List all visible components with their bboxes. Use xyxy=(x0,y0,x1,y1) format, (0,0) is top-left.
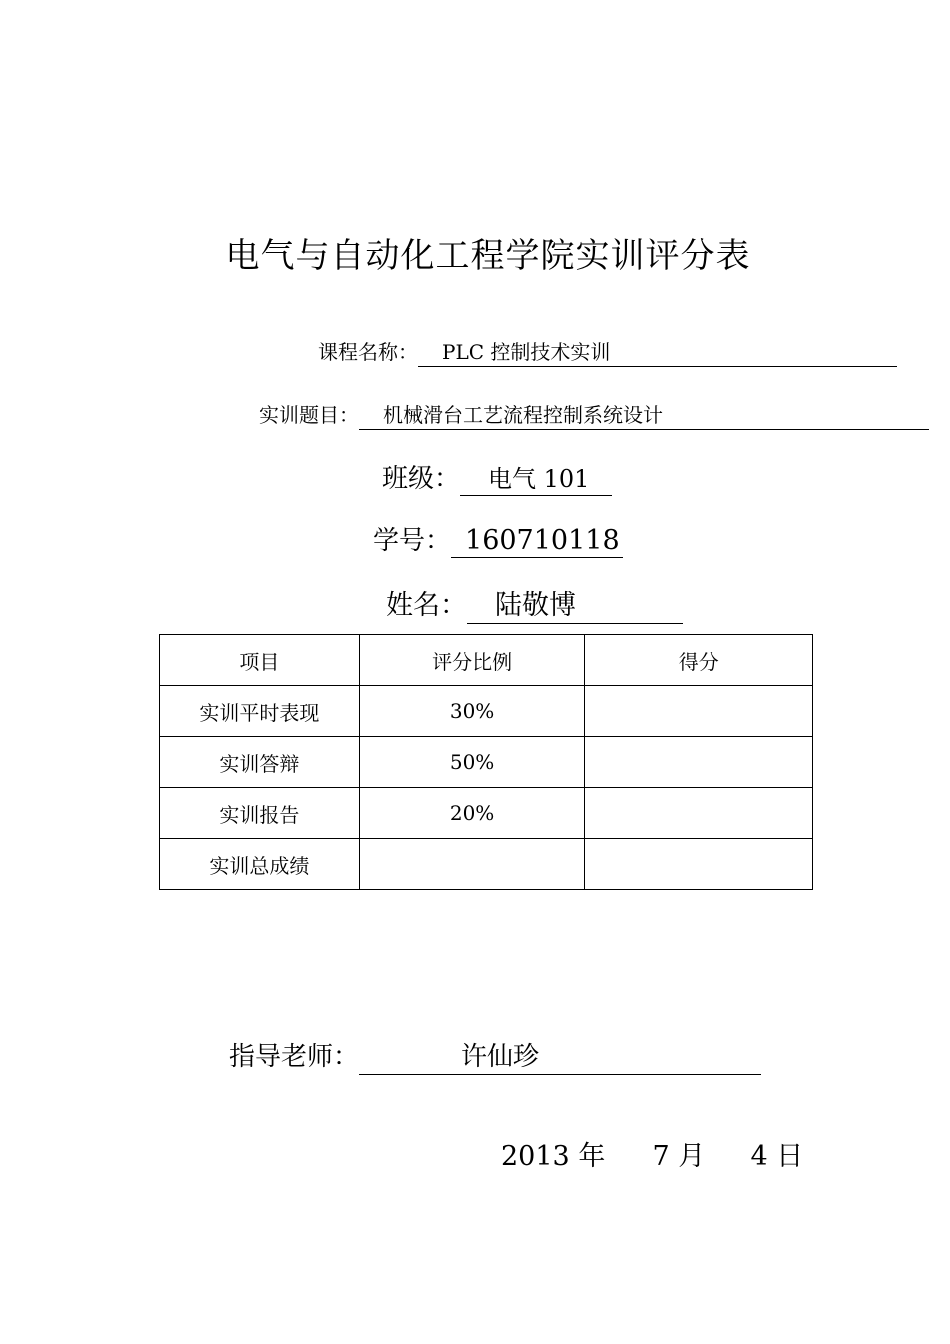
row-score xyxy=(585,788,813,839)
date-year: 2013 xyxy=(501,1141,570,1172)
advisor-label: 指导老师： xyxy=(229,1042,360,1072)
date-day-unit: 日 xyxy=(776,1141,804,1172)
table-row xyxy=(160,839,813,890)
header-cell-ratio: 评分比例 xyxy=(359,635,585,686)
table-row xyxy=(160,737,813,788)
class-value: 电气 101 xyxy=(460,459,612,496)
date-month-unit: 月 xyxy=(678,1141,706,1172)
score-table xyxy=(159,634,813,890)
header-cell-item: 项目 xyxy=(160,635,360,686)
course-field xyxy=(318,336,897,367)
student-id-value: 160710118 xyxy=(451,525,623,558)
topic-label: 实训题目： xyxy=(259,403,359,427)
row-ratio: 50% xyxy=(359,737,585,788)
date-day: 4 xyxy=(750,1141,768,1172)
page-title: 电气与自动化工程学院实训评分表 xyxy=(225,236,751,276)
course-label: 课程名称： xyxy=(318,340,418,364)
name-field xyxy=(386,583,683,624)
date-year-unit: 年 xyxy=(578,1141,606,1172)
student-id-field xyxy=(373,520,623,558)
row-ratio: 20% xyxy=(359,788,585,839)
row-ratio xyxy=(359,839,585,890)
name-value: 陆敬博 xyxy=(467,583,683,624)
class-field xyxy=(382,458,612,496)
course-value: PLC 控制技术实训 xyxy=(418,336,897,367)
table-row xyxy=(160,686,813,737)
row-item: 实训报告 xyxy=(160,788,360,839)
topic-field xyxy=(259,399,929,430)
name-label: 姓名： xyxy=(386,590,467,621)
row-item: 实训平时表现 xyxy=(160,686,360,737)
topic-value: 机械滑台工艺流程控制系统设计 xyxy=(359,399,929,430)
class-label: 班级： xyxy=(382,464,461,494)
advisor-value: 许仙珍 xyxy=(359,1036,761,1075)
row-score xyxy=(585,839,813,890)
row-score xyxy=(585,737,813,788)
date-month: 7 xyxy=(652,1141,670,1172)
row-score xyxy=(585,686,813,737)
table-header-row xyxy=(160,635,813,686)
row-item: 实训总成绩 xyxy=(160,839,360,890)
advisor-field xyxy=(229,1036,761,1075)
row-ratio: 30% xyxy=(359,686,585,737)
table-row xyxy=(160,788,813,839)
row-item: 实训答辩 xyxy=(160,737,360,788)
header-cell-score: 得分 xyxy=(585,635,813,686)
sign-date xyxy=(501,1134,803,1173)
student-id-label: 学号： xyxy=(373,526,452,556)
